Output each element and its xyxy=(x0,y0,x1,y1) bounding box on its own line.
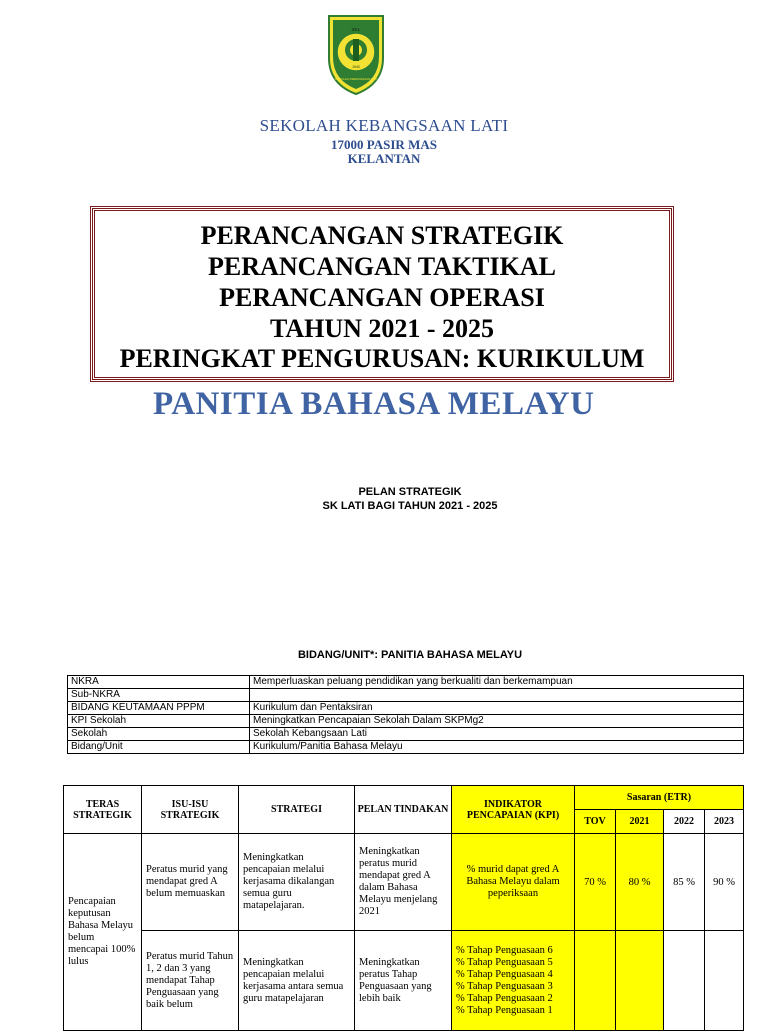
strategi-cell: Meningkatkan pencapaian melalui kerjasama antara semua guru matapelajaran xyxy=(239,931,355,1031)
title-line-operasi: PERANCANGAN OPERASI xyxy=(219,283,545,312)
kpi-line: % Tahap Penguasaan 2 xyxy=(456,992,553,1004)
title-line-taktikal: PERANCANGAN TAKTIKAL xyxy=(208,252,556,281)
pelan-cell: Meningkatkan peratus Tahap Penguasaan yang lebih baik xyxy=(355,931,452,1031)
tov-cell: 70 % xyxy=(575,834,616,931)
header-teras: TERAS STRATEGIK xyxy=(64,786,142,834)
school-name: SEKOLAH KEBANGSAAN LATI xyxy=(259,116,509,135)
header-2023: 2023 xyxy=(705,810,744,834)
pelan-cell: Meningkatkan peratus murid mendapat gred A dalam Bahasa Melayu menjelang 2021 xyxy=(355,834,452,931)
pelan-strategik-heading: PELAN STRATEGIK xyxy=(358,486,462,498)
kpi-line: % Tahap Penguasaan 5 xyxy=(456,956,553,968)
info-key: NKRA xyxy=(68,676,250,689)
pelan-strategik-subheading: SK LATI BAGI TAHUN 2021 - 2025 xyxy=(322,500,498,512)
header-2021: 2021 xyxy=(616,810,664,834)
info-value: Memperluaskan peluang pendidikan yang berkualiti dan berkemampuan xyxy=(250,676,744,689)
kpi-line: % Tahap Penguasaan 3 xyxy=(456,980,553,992)
logo-ring-text: SEKOLAH KEBANGSAAN LATI xyxy=(334,77,378,81)
school-crest-logo xyxy=(327,10,385,96)
school-state: KELANTAN xyxy=(347,151,421,166)
info-key: Bidang/Unit xyxy=(68,741,250,754)
logo-top-text: SKL xyxy=(351,27,361,32)
table-row xyxy=(68,689,744,702)
info-key: Sekolah xyxy=(68,728,250,741)
school-address: 17000 PASIR MAS xyxy=(331,137,437,152)
table-row xyxy=(68,676,744,689)
header-pelan: PELAN TINDAKAN xyxy=(355,786,452,834)
table-row xyxy=(68,715,744,728)
tov-cell xyxy=(575,931,616,1031)
header-sasaran: Sasaran (ETR) xyxy=(575,786,744,810)
strategi-cell: Meningkatkan pencapaian melalui kerjasama dikalangan semua guru matapelajaran. xyxy=(239,834,355,931)
kpi-cell xyxy=(452,931,575,1031)
table-row xyxy=(64,834,744,931)
info-value: Kurikulum dan Pentaksiran xyxy=(250,702,744,715)
info-value xyxy=(250,689,744,702)
kpi-line: % Tahap Penguasaan 4 xyxy=(456,968,553,980)
isu-cell: Peratus murid yang mendapat gred A belum memuaskan xyxy=(142,834,239,931)
info-key: KPI Sekolah xyxy=(68,715,250,728)
isu-cell: Peratus murid Tahun 1, 2 dan 3 yang mendapat Tahap Penguasaan yang baik belum xyxy=(142,931,239,1031)
title-box xyxy=(92,208,672,380)
title-line-peringkat: PERINGKAT PENGURUSAN: KURIKULUM xyxy=(119,344,645,373)
target-2021-cell: 80 % xyxy=(616,834,664,931)
table-row xyxy=(68,702,744,715)
target-2023-cell: 90 % xyxy=(705,834,744,931)
header-2022: 2022 xyxy=(664,810,705,834)
target-2023-cell xyxy=(705,931,744,1031)
bidang-unit-heading: BIDANG/UNIT*: PANITIA BAHASA MELAYU xyxy=(297,649,523,661)
info-table xyxy=(67,675,744,754)
table-row xyxy=(68,728,744,741)
table-row xyxy=(64,931,744,1031)
info-value: Sekolah Kebangsaan Lati xyxy=(250,728,744,741)
header-isu: ISU-ISU STRATEGIK xyxy=(142,786,239,834)
kpi-line: % Tahap Penguasaan 1 xyxy=(456,1004,553,1016)
header-strategi: STRATEGI xyxy=(239,786,355,834)
table-row xyxy=(68,741,744,754)
title-line-tahun: TAHUN 2021 - 2025 xyxy=(269,314,495,343)
target-2021-cell xyxy=(616,931,664,1031)
kpi-cell: % murid dapat gred A Bahasa Melayu dalam peperiksaan xyxy=(452,834,575,931)
target-2022-cell: 85 % xyxy=(664,834,705,931)
info-key: BIDANG KEUTAMAAN PPPM xyxy=(68,702,250,715)
header-kpi: INDIKATOR PENCAPAIAN (KPI) xyxy=(452,786,575,834)
panitia-heading: PANITIA BAHASA MELAYU xyxy=(153,386,595,422)
header-tov: TOV xyxy=(575,810,616,834)
kpi-line: % Tahap Penguasaan 6 xyxy=(456,944,553,956)
target-2022-cell xyxy=(664,931,705,1031)
strategic-plan-table xyxy=(63,785,744,1031)
info-key: Sub-NKRA xyxy=(68,689,250,702)
title-line-strategik: PERANCANGAN STRATEGIK xyxy=(200,221,564,250)
teras-cell: Pencapaian keputusan Bahasa Melayu belum mencapai 100% lulus xyxy=(64,834,142,1031)
logo-year-text: 1940 xyxy=(352,65,360,69)
info-value: Kurikulum/Panitia Bahasa Melayu xyxy=(250,741,744,754)
info-value: Meningkatkan Pencapaian Sekolah Dalam SKPMg2 xyxy=(250,715,744,728)
